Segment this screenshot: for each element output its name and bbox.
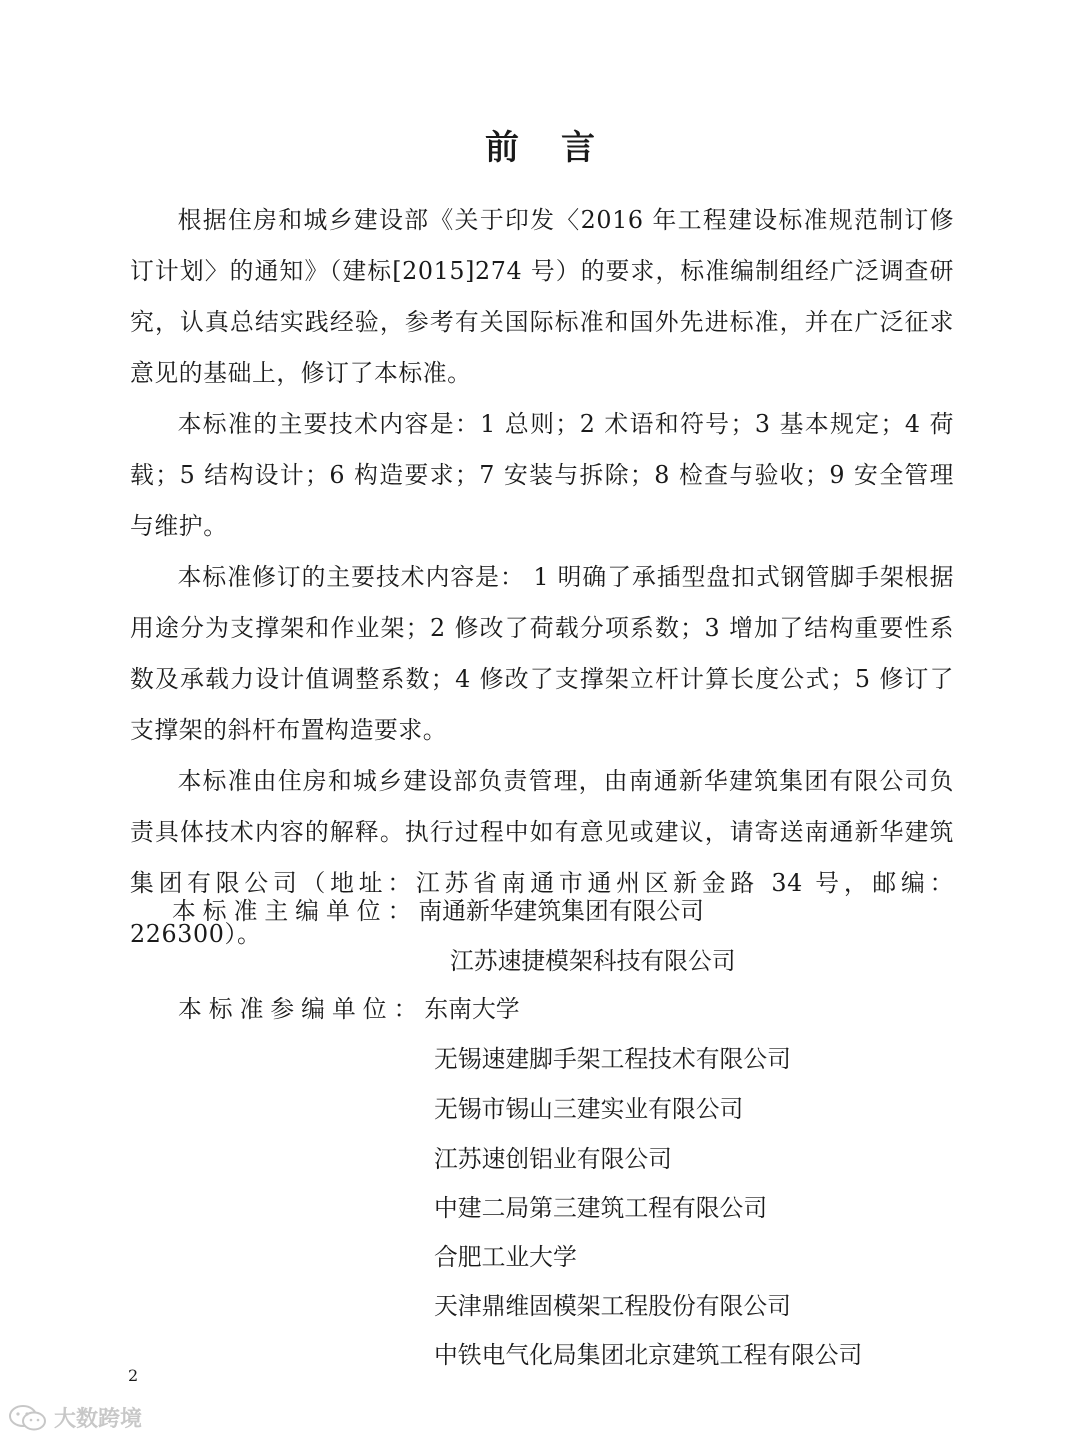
participating-unit: 合肥工业大学 xyxy=(434,1243,577,1271)
paragraph-main-contents: 本标准的主要技术内容是：1 总则；2 术语和符号；3 基本规定；4 荷载；5 结构设计；6 构造要求；7 安装与拆除；8 检查与验收；9 安全管理与维护。 xyxy=(130,410,954,540)
chief-editor-unit: 南通新华建筑集团有限公司 xyxy=(418,897,704,925)
preface-body xyxy=(130,195,954,960)
watermark-text: 大数跨境 xyxy=(54,1407,143,1432)
participating-unit: 东南大学 xyxy=(424,995,520,1023)
participating-unit: 中铁电气化局集团北京建筑工程有限公司 xyxy=(434,1341,863,1369)
paragraph-management: 本标准由住房和城乡建设部负责管理，由南通新华建筑集团有限公司负责具体技术内容的解释。执行过程中如有意见或建议，请寄送南通新华建筑集团有限公司（地址：江苏省南通市通州区新金路 34 号，邮编：226300）。 xyxy=(130,767,954,948)
chief-editor-unit: 江苏速捷模架科技有限公司 xyxy=(450,947,736,975)
chief-editor-row xyxy=(172,886,704,936)
paragraph-revision-contents: 本标准修订的主要技术内容是： 1 明确了承插型盘扣式钢管脚手架根据用途分为支撑架和作业架；2 修改了荷载分项系数；3 增加了结构重要性系数及承载力设计值调整系数；4 修改了支撑架立杆计算长度公式；5 修订了支撑架的斜杆布置构造要求。 xyxy=(130,563,954,744)
page-number: 2 xyxy=(128,1366,139,1385)
paragraph-revision-basis: 根据住房和城乡建设部《关于印发〈2016 年工程建设标准规范制订修订计划〉的通知》（建标[2015]274 号）的要求，标准编制组经广泛调查研究，认真总结实践经验，参考有关国际标准和国外先进标准，并在广泛征求意见的基础上，修订了本标准。 xyxy=(130,206,954,387)
participating-unit: 中建二局第三建筑工程有限公司 xyxy=(434,1194,768,1222)
participating-label: 本标准参编单位： xyxy=(178,995,425,1023)
watermark xyxy=(8,1402,142,1433)
participating-unit: 无锡市锡山三建实业有限公司 xyxy=(434,1095,744,1123)
participating-row xyxy=(178,984,520,1034)
wechat-logo-icon xyxy=(8,1404,48,1432)
participating-unit: 江苏速创铝业有限公司 xyxy=(434,1145,672,1173)
participating-unit: 无锡速建脚手架工程技术有限公司 xyxy=(434,1045,791,1073)
page-title: 前言 xyxy=(485,128,637,168)
participating-unit: 天津鼎维固模架工程股份有限公司 xyxy=(434,1292,791,1320)
chief-editor-label: 本标准主编单位： xyxy=(172,897,419,925)
